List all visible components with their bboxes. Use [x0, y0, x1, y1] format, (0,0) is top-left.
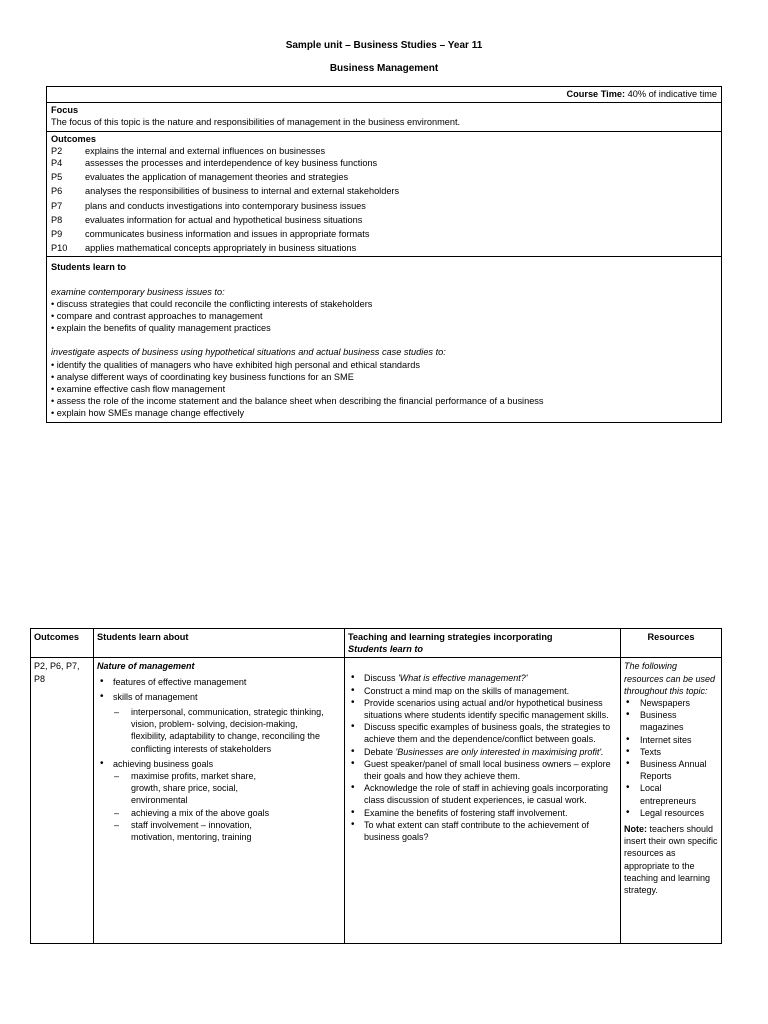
list-item: • features of effective management	[97, 676, 341, 688]
outcome-text: evaluates the application of management theories and strategies	[85, 172, 349, 183]
course-time-row	[47, 87, 721, 103]
list-item	[97, 691, 341, 755]
document-title: Sample unit – Business Studies – Year 11	[285, 40, 483, 51]
strategy-emphasis: 'What is effective management?'	[398, 673, 528, 684]
list-item: • Examine the benefits of fostering staff involvement.	[348, 807, 617, 819]
table-row	[31, 658, 722, 944]
goals-sublist	[113, 770, 341, 843]
resource-item: • Business Annual Reports	[624, 758, 718, 782]
outcome-text: applies mathematical concepts appropriately in business situations	[85, 243, 357, 254]
resource-item: • Local entrepreneurs	[624, 782, 718, 806]
focus-text: The focus of this topic is the nature and responsibilities of management in the business environment.	[51, 117, 461, 128]
resource-item: • Texts	[624, 746, 718, 758]
learn-to-item: • identify the qualities of managers who have exhibited high personal and ethical standards	[51, 359, 420, 370]
outcome-item	[51, 185, 717, 197]
learn-to-item: • examine effective cash flow management	[51, 384, 226, 395]
outcome-code: P9	[51, 229, 63, 240]
note-label: Note:	[624, 824, 647, 835]
list-item: • To what extent can staff contribute to the achievement of business goals?	[348, 819, 617, 843]
outcome-item	[51, 214, 717, 226]
skills-sublist	[113, 706, 341, 755]
teaching-program-table	[30, 628, 722, 944]
nature-of-management-heading: Nature of management	[97, 661, 195, 672]
outcome-code: P2	[51, 145, 63, 156]
cell-outcomes: P2, P6, P7, P8	[31, 658, 94, 944]
focus-heading: Focus	[51, 105, 79, 116]
resources-list	[624, 697, 718, 819]
outcomes-section	[47, 132, 721, 258]
table-header-row	[31, 629, 722, 658]
outcome-text: assesses the processes and interdependence of key business functions	[85, 158, 378, 169]
list-item: • Discuss specific examples of business goals, the strategies to achieve them and the dependence/conflict between goals.	[348, 721, 617, 745]
outcome-item	[51, 157, 717, 169]
outcome-code: P7	[51, 200, 63, 211]
resource-item: • Legal resources	[624, 807, 718, 819]
list-item: • Provide scenarios using actual and/or hypothetical business situations where students identify specific management skills.	[348, 697, 617, 721]
resource-item: • Internet sites	[624, 734, 718, 746]
outcome-text: communicates business information and issues in appropriate formats	[85, 229, 370, 240]
resources-note	[624, 823, 718, 896]
outcome-text: evaluates information for actual and hypothetical business situations	[85, 214, 363, 225]
learn-about-list	[97, 676, 341, 844]
sublist-item: – achieving a mix of the above goals	[113, 807, 341, 819]
course-time-label: Course Time:	[566, 89, 626, 99]
cell-resources	[621, 658, 722, 944]
learn-to-item: • compare and contrast approaches to management	[51, 311, 263, 322]
learn-to-item: • discuss strategies that could reconcile the conflicting interests of stakeholders	[51, 298, 373, 309]
header-outcomes: Outcomes	[31, 629, 94, 658]
learn-to-intro-2: investigate aspects of business using hypothetical situations and actual business case studies to:	[51, 347, 446, 358]
list-item: • Construct a mind map on the skills of management.	[348, 685, 617, 697]
header-learn-about: Students learn about	[94, 629, 345, 658]
outcome-code: P4	[51, 158, 63, 169]
outcome-item	[51, 228, 717, 240]
sublist-item: – interpersonal, communication, strategic thinking, vision, problem- solving, decision-making, flexibility, adaptability to change, reconciling the conflicting interests of stakeholders	[113, 706, 341, 755]
resources-intro: The following resources can be used throughout this topic:	[624, 661, 716, 696]
outcome-item	[51, 145, 717, 157]
strategy-emphasis: 'Businesses are only interested in maximising profit'.	[395, 746, 604, 757]
strategy-text: Discuss	[364, 673, 399, 684]
document-subtitle: Business Management	[329, 63, 439, 74]
list-item-text: achieving business goals	[113, 758, 214, 769]
list-item: • Guest speaker/panel of small local business owners – explore their goals and how they achieve them.	[348, 758, 617, 782]
list-item	[348, 672, 617, 684]
outcome-text: analyses the responsibilities of business to internal and external stakeholders	[85, 186, 400, 197]
outcome-code: P8	[51, 214, 63, 225]
header-strategies	[345, 629, 621, 658]
list-item: • Acknowledge the role of staff in achieving goals incorporating class discussion of student experiences, ie casual work.	[348, 782, 617, 806]
outcome-code: P6	[51, 186, 63, 197]
header-strategies-line2: Students learn to	[348, 644, 424, 655]
sublist-item: – staff involvement – innovation, motivation, mentoring, training	[113, 819, 341, 843]
list-item-text: skills of management	[113, 691, 198, 702]
outcome-text: explains the internal and external influences on businesses	[85, 145, 326, 156]
students-learn-to-heading: Students learn to	[51, 262, 127, 273]
list-item	[348, 746, 617, 758]
learn-to-intro-1: examine contemporary business issues to:	[51, 286, 225, 297]
outcome-item	[51, 200, 717, 212]
header-strategies-line1: Teaching and learning strategies incorporating	[348, 632, 553, 642]
sublist-item: – maximise profits, market share, growth, share price, social, environmental	[113, 770, 341, 807]
focus-section	[47, 103, 721, 131]
cell-strategies	[345, 658, 621, 944]
topic-summary-box	[46, 86, 722, 423]
outcome-item	[51, 171, 717, 183]
course-time-value: 40% of indicative time	[627, 89, 717, 99]
cell-learn-about	[94, 658, 345, 944]
learn-to-item: • analyse different ways of coordinating key business functions for an SME	[51, 371, 354, 382]
students-learn-to-section	[47, 257, 721, 421]
outcomes-heading: Outcomes	[51, 133, 96, 144]
outcome-code: P10	[51, 243, 68, 254]
note-text: teachers should insert their own specific resources as appropriate to the teaching and learning strategy.	[624, 824, 718, 896]
resource-item: • Newspapers	[624, 697, 718, 709]
outcome-item	[51, 242, 717, 254]
outcome-text: plans and conducts investigations into contemporary business issues	[85, 200, 366, 211]
learn-to-item: • explain how SMEs manage change effectively	[51, 408, 245, 419]
learn-to-item: • assess the role of the income statement and the balance sheet when describing the financial performance of a business	[51, 396, 544, 407]
strategies-list	[348, 672, 617, 843]
outcome-code: P5	[51, 172, 63, 183]
learn-to-item: • explain the benefits of quality management practices	[51, 323, 271, 334]
list-item	[97, 758, 341, 843]
header-resources: Resources	[621, 629, 722, 658]
strategy-text: Debate	[364, 746, 396, 757]
resource-item: • Business magazines	[624, 709, 718, 733]
